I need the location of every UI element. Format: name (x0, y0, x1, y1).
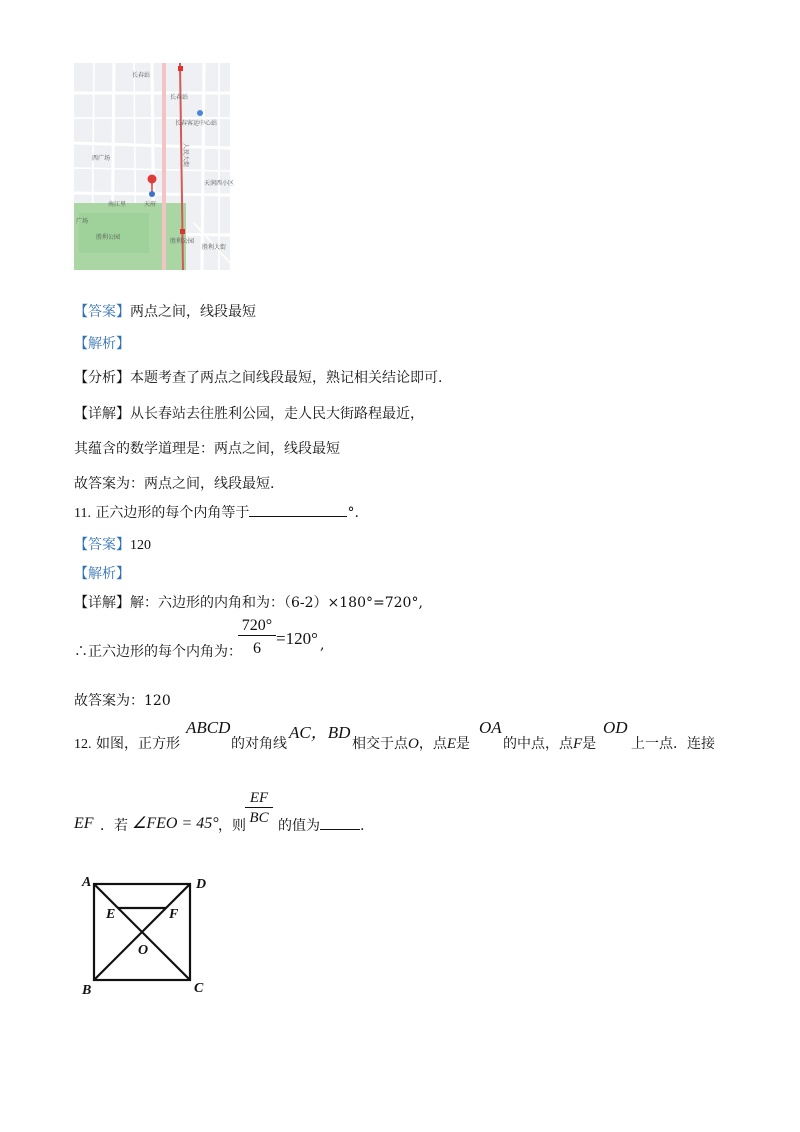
q10-reason-line: 其蕴含的数学道理是：两点之间，线段最短 (74, 441, 340, 457)
q12-e: E (446, 736, 457, 752)
q12-p8: 上一点．连接 (631, 736, 715, 752)
q11-xiangjie-tag: 【详解】 (74, 595, 130, 611)
q12-od: OD (603, 718, 628, 737)
map-label-nanguan: 南江里 (108, 201, 127, 208)
map-label-tianlu: 天润西小区 (204, 180, 235, 187)
q12-line1-mid2 (503, 733, 596, 753)
q12-p11: 的值为 (278, 818, 320, 834)
q11-xiangjie-text: 解：六边形的内角和为：（6-2）×180°=720°, (130, 595, 423, 611)
q12-angle: ∠FEO = 45° (132, 815, 219, 832)
q10-fenxi-line (74, 367, 442, 387)
fenxi-tag: 【分析】 (74, 370, 130, 386)
label-A: A (82, 875, 92, 890)
answer-tag: 【答案】 (74, 304, 130, 320)
label-C: C (194, 981, 204, 996)
q12-frac-den: BC (245, 807, 273, 827)
q12-number: 12. (74, 737, 92, 752)
q12-p5: 是 (456, 736, 471, 752)
q12-p9: ．若 (100, 818, 128, 834)
square-figure (74, 870, 224, 1000)
label-B: B (82, 983, 92, 998)
q11-frac-result: =120° (276, 629, 318, 648)
label-E: E (106, 907, 116, 922)
q12-ac-bd: AC，BD (289, 723, 351, 742)
q11-line2-suffix: , (320, 637, 325, 653)
map-label-bus-hub: 长春客运中心站 (175, 120, 218, 127)
q12-f: F (573, 736, 583, 752)
map-label-shengli-dajie: 胜利大街 (202, 244, 227, 251)
label-D: D (196, 877, 207, 892)
q12-frac-num: EF (249, 790, 269, 806)
q11-number: 11. (74, 506, 91, 521)
q11-final-line: 故答案为：120 (74, 693, 171, 709)
q11-answer-line (74, 534, 151, 554)
q11-line2-prefix: ∴正六边形的每个内角为： (74, 644, 242, 660)
q12-p3: 相交于点 (352, 736, 408, 752)
q12-p1: 如图，正方形 (95, 736, 180, 752)
q11-stem-text: 正六边形的每个内角等于 (95, 505, 250, 521)
q12-p7: 是 (582, 736, 597, 752)
q11-stem (74, 502, 359, 522)
q12-p10: ，则 (218, 818, 246, 834)
map-label-xiguangchang: 西广场 (92, 155, 111, 162)
q11-analysis-tag: 【解析】 (74, 566, 130, 582)
q11-xiangjie-line (74, 592, 423, 612)
q10-final-line: 故答案为：两点之间，线段最短. (74, 476, 275, 492)
q12-line1-start (74, 733, 180, 753)
map-label-renmin-dajie: 人民大街 (182, 143, 189, 168)
answer-text: 两点之间，线段最短 (130, 304, 256, 320)
q12-ef: EF (74, 815, 94, 832)
map-label-tianfu: 天府 (144, 201, 157, 208)
q12-fraction (245, 790, 273, 827)
xiangjie-text: 从长春站去往胜利公园，走人民大街路程最近， (130, 406, 424, 422)
fenxi-text: 本题考查了两点之间线段最短，熟记相关结论即可. (130, 370, 443, 386)
q12-p6: 的中点，点 (503, 736, 573, 752)
q11-frac-den: 6 (238, 635, 276, 658)
q12-abcd: ABCD (186, 718, 231, 737)
q10-answer-line (74, 301, 256, 321)
q10-xiangjie-line (74, 403, 424, 423)
label-O: O (138, 943, 149, 958)
map-label-park-left: 胜利公园 (96, 234, 121, 241)
map-image (74, 63, 235, 270)
xiangjie-tag: 【详解】 (74, 406, 130, 422)
analysis-tag: 【解析】 (74, 336, 130, 352)
map-label-changchun-station-2: 长春站 (170, 94, 189, 101)
q12-line2-end (278, 815, 364, 835)
q12-p2: 的对角线 (231, 736, 287, 752)
q11-answer-blank (249, 504, 347, 517)
q12-line1-mid (352, 733, 470, 753)
q11-answer-tag: 【答案】 (74, 537, 130, 553)
q11-fraction (238, 617, 276, 658)
map-label-shengli-park: 胜利公园 (170, 238, 195, 245)
q11-stem-end: °. (347, 505, 359, 521)
q12-p12: . (360, 818, 365, 834)
map-label-guangchang: 广场 (76, 218, 89, 225)
q11-frac-num: 720° (241, 617, 273, 634)
q12-p4: ，点 (418, 736, 447, 752)
q12-oa: OA (479, 718, 502, 737)
map-label-changchun-station: 长春站 (132, 72, 151, 79)
label-F: F (169, 907, 179, 922)
q11-answer-value: 120 (130, 538, 151, 553)
q12-answer-blank (320, 817, 360, 830)
q12-o: O (408, 736, 419, 752)
